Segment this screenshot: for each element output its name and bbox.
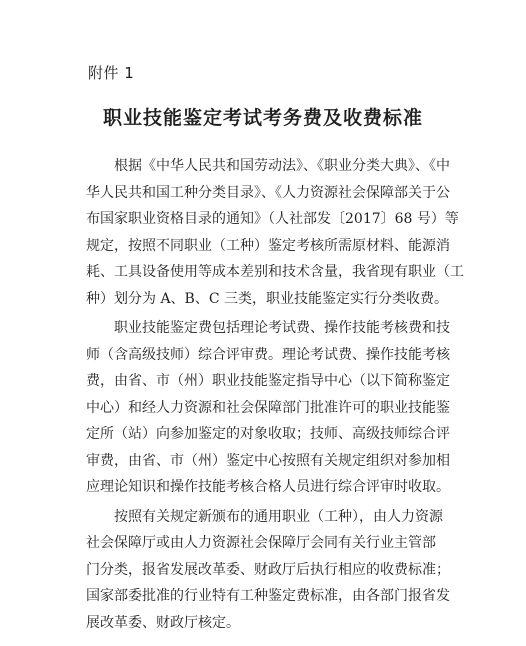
paragraph-line: 定所（站）向参加鉴定的对象收取；技师、高级技师综合评 [86, 426, 450, 442]
paragraph-line: 耗、工具设备使用等成本差别和技术含量，我省现有职业（工 [86, 264, 464, 280]
paragraph-line: 社会保障厅或由人力资源社会保障厅会同有关行业主管部 [86, 535, 436, 551]
paragraph-line: 国家部委批准的行业特有工种鉴定费标准，由各部门报省发 [86, 588, 450, 604]
paragraph-line: 规定，按照不同职业（工种）鉴定考核所需原材料、能源消 [86, 237, 450, 254]
paragraph-line: 费，由省、市（州）职业技能鉴定指导中心（以下简称鉴定 [86, 373, 450, 389]
attachment-label: 附件 1 [88, 64, 135, 82]
paragraph-line: 华人民共和国工种分类目录》、《人力资源社会保障部关于公 [86, 184, 450, 201]
paragraph-line: 根据《中华人民共和国劳动法》、《职业分类大典》、《中 [114, 158, 450, 174]
paragraph-line: 审费，由省、市（州）鉴定中心按照有关规定组织对参加相 [86, 452, 450, 469]
document-title: 职业技能鉴定考试考务费及收费标准 [102, 107, 423, 129]
paragraph-line: 师（含高级技师）综合评审费。理论考试费、操作技能考核 [86, 346, 450, 363]
paragraph-line: 中心）和经人力资源和社会保障部门批准许可的职业技能鉴 [86, 399, 450, 416]
paragraph-line: 展改革委、财政厅核定。 [86, 614, 240, 631]
document-body [86, 153, 464, 639]
paragraph-line: 种）划分为 A、B、C 三类，职业技能鉴定实行分类收费。 [86, 290, 449, 307]
paragraph-line: 职业技能鉴定费包括理论考试费、操作技能考核费和技 [114, 320, 450, 336]
paragraph-line: 按照有关规定新颁布的通用职业（工种），由人力资源 [114, 508, 443, 525]
paragraph-line: 应理论知识和操作技能考核合格人员进行综合评审时收取。 [86, 479, 450, 495]
paragraph-2 [86, 315, 458, 501]
paragraph-3 [86, 504, 458, 637]
paragraph-1 [86, 153, 464, 312]
paragraph-line: 布国家职业资格目录的通知》（人社部发〔2017〕68 号）等 [86, 211, 459, 227]
paragraph-line: 门分类，报省发展改革委、财政厅后执行相应的收费标准； [86, 561, 450, 578]
